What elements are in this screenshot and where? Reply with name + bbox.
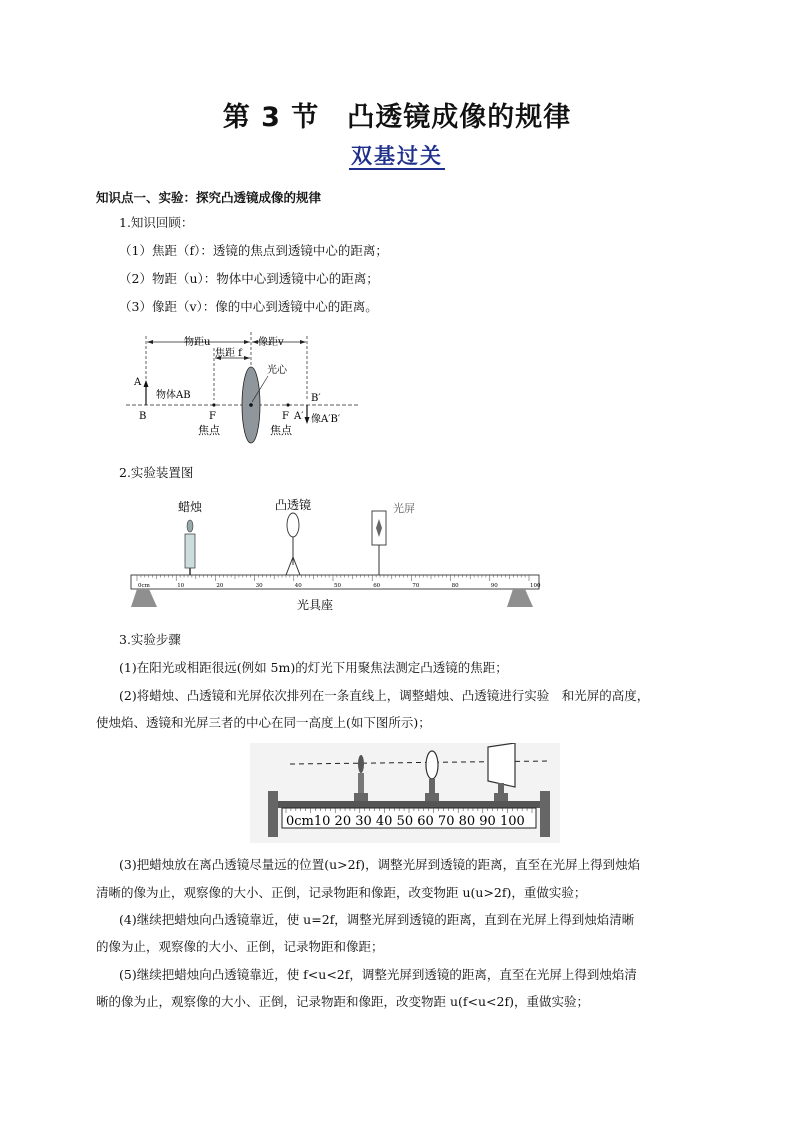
page-subtitle [0,140,794,170]
point-F-left: F [209,411,216,422]
left-stand-icon [268,791,278,837]
item3-heading: 3.实验步骤 [119,632,181,647]
object-distance-label: 物距u [184,337,211,348]
bench-tick-label: 90 [490,583,498,589]
bench-tick-label: 50 [334,583,341,589]
item1-heading: 1.知识回顾： [119,215,194,230]
lens-label: 凸透镜 [275,498,312,512]
bench-label: 光具座 [297,598,334,612]
alignment-scale: 0cm10 20 30 40 50 60 70 80 90 100 [286,814,525,829]
step-5-line-1: (5)继续把蜡烛向凸透镜靠近，使 f<u<2f，调整光屏到透镜的距离，直至在光屏上得到烛焰清 [119,967,637,982]
item2-heading: 2.实验装置图 [119,465,194,480]
focus-right-label: 焦点 [270,424,292,437]
subtitle-text: 双基过关 [351,143,443,168]
point-A-prime: A′ [294,411,304,422]
step-4-line-2: 的像为止，观察像的大小、正倒，记录物距和像距； [96,939,384,954]
item1-line-3: （3）像距（v）：像的中心到透镜中心的距离。 [119,299,378,314]
optical-bench-diagram [125,495,543,615]
bench-tick-label: 60 [373,583,381,589]
candle-icon [185,520,195,575]
image-arrow-icon [305,417,310,424]
item1-line-2: （2）物距（u）：物体中心到透镜中心的距离； [119,271,379,286]
bench-tick-label: 30 [255,583,263,589]
step-2-line-2: 使烛焰、透镜和光屏三者的中心在同一高度上(如下图所示)； [96,715,431,730]
candle-label: 蜡烛 [178,500,203,514]
section-heading: 知识点一、实验：探究凸透镜成像的规律 [96,190,322,205]
point-B-prime: B′ [311,393,321,404]
step-3-line-1: (3)把蜡烛放在离凸透镜尽量远的位置(u>2f)，调整光屏到透镜的距离，直至在光屏上得到烛焰 [119,857,641,872]
object-label: 物体AB [156,390,191,401]
lens-icon [286,513,300,575]
focus-left-label: 焦点 [198,424,220,437]
page-title: 第 3 节 凸透镜成像的规律 [222,102,572,133]
image-label: 像A′B′ [311,414,341,425]
screen-label: 光屏 [393,502,415,515]
step-4-line-1: (4)继续把蜡烛向凸透镜靠近，使 u=2f，调整光屏到透镜的距离，直到在光屏上得到烛焰清晰 [119,912,635,927]
point-B: B [139,411,147,422]
bench-tick-label: 70 [412,583,420,589]
step-3-line-2: 清晰的像为止，观察像的大小、正倒，记录物距和像距，改变物距 u(u>2f)，重做实验； [96,885,587,900]
object-arrow-icon [144,380,149,387]
item1-line-1: （1）焦距（f）：透镜的焦点到透镜中心的距离； [119,243,388,258]
alignment-diagram [250,743,560,843]
right-stand-icon [540,791,550,837]
step-1: (1)在阳光或相距很远(例如 5m)的灯光下用聚焦法测定凸透镜的焦距； [119,660,508,675]
right-foot-icon [507,589,533,607]
step-2-line-1: (2)将蜡烛、凸透镜和光屏依次排列在一条直线上，调整蜡烛、凸透镜进行实验 和光屏的高度， [119,688,650,703]
optical-center-label: 光心 [267,365,287,376]
bench-tick-label: 10 [177,583,185,589]
point-A: A [134,377,142,388]
bench-tick-label: 40 [294,583,302,589]
image-distance-label: 像距v [258,337,284,348]
point-F-right: F [282,411,289,422]
bench-tick-label: 20 [216,583,224,589]
bench-tick-label: 80 [451,583,459,589]
bench-tick-label: 0cm [138,583,150,589]
screen-icon [372,511,386,575]
lens-distance-diagram [120,328,360,446]
left-foot-icon [131,589,157,607]
step-5-line-2: 晰的像为止，观察像的大小、正倒，记录物距和像距，改变物距 u(f<u<2f)，重做实验； [96,994,589,1009]
focal-length-label: 焦距 f [215,348,242,359]
bench-tick-label: 100 [530,583,541,589]
